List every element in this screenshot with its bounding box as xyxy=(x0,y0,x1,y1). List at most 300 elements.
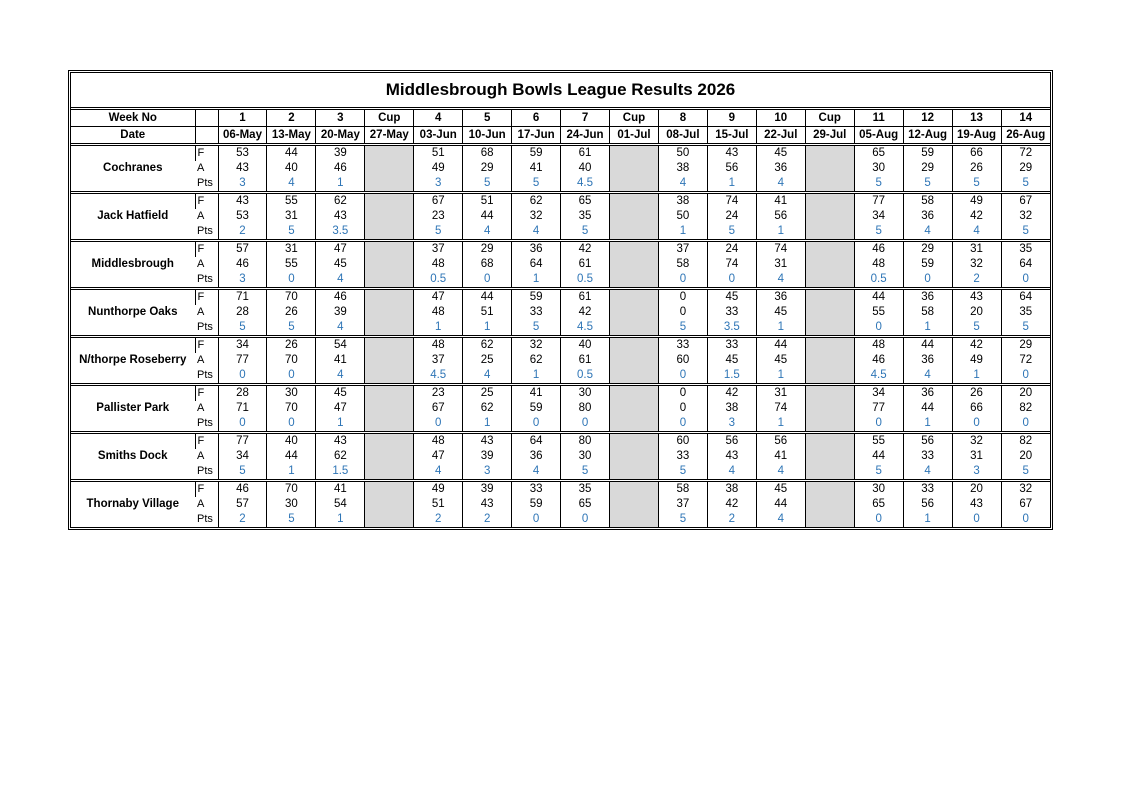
row-label-points: Pts xyxy=(195,416,218,433)
cup-cell xyxy=(805,481,854,498)
points: 5 xyxy=(707,224,756,241)
cup-cell xyxy=(610,289,659,306)
score-against: 61 xyxy=(561,353,610,368)
points: 1 xyxy=(903,512,952,527)
cup-cell xyxy=(805,257,854,272)
cup-cell xyxy=(610,512,659,527)
score-for: 65 xyxy=(561,193,610,210)
week-number: Cup xyxy=(610,110,659,127)
score-against: 67 xyxy=(414,401,463,416)
points: 2 xyxy=(414,512,463,527)
match-date: 20-May xyxy=(316,127,365,145)
score-for: 43 xyxy=(707,145,756,162)
score-against: 38 xyxy=(658,161,707,176)
row-label-against: A xyxy=(197,210,205,222)
points: 0.5 xyxy=(561,368,610,385)
points: 4 xyxy=(267,176,316,193)
week-number: 8 xyxy=(658,110,707,127)
row-label-for: F xyxy=(195,193,218,210)
points: 0 xyxy=(1001,368,1050,385)
points: 5 xyxy=(1001,176,1050,193)
match-date: 12-Aug xyxy=(903,127,952,145)
score-for: 39 xyxy=(463,481,512,498)
cup-cell xyxy=(610,481,659,498)
team-name: Cochranes xyxy=(71,145,195,193)
score-against: 31 xyxy=(952,449,1001,464)
match-date: 03-Jun xyxy=(414,127,463,145)
score-against: 43 xyxy=(952,497,1001,512)
cup-cell xyxy=(805,289,854,306)
score-against: 44 xyxy=(463,209,512,224)
score-for: 50 xyxy=(658,145,707,162)
week-number: Cup xyxy=(365,110,414,127)
score-against: 47 xyxy=(316,401,365,416)
score-against: 59 xyxy=(903,257,952,272)
score-for: 29 xyxy=(463,241,512,258)
score-against: 0 xyxy=(658,305,707,320)
score-against: 38 xyxy=(707,401,756,416)
score-for: 46 xyxy=(316,289,365,306)
points: 3 xyxy=(707,416,756,433)
score-against: 34 xyxy=(218,449,267,464)
score-against: 53 xyxy=(218,209,267,224)
team-row-against xyxy=(71,353,1050,368)
score-for: 45 xyxy=(756,481,805,498)
cup-cell xyxy=(805,497,854,512)
cup-cell xyxy=(805,176,854,193)
row-label-for: F xyxy=(195,433,218,450)
row-label-for: F xyxy=(195,385,218,402)
score-for: 37 xyxy=(658,241,707,258)
points: 0 xyxy=(1001,416,1050,433)
cup-cell xyxy=(805,241,854,258)
score-against: 74 xyxy=(756,401,805,416)
points: 0.5 xyxy=(854,272,903,289)
week-number: Cup xyxy=(805,110,854,127)
points: 5 xyxy=(952,320,1001,337)
points: 1.5 xyxy=(707,368,756,385)
score-against: 41 xyxy=(316,353,365,368)
points: 2 xyxy=(218,512,267,527)
points: 0 xyxy=(512,416,561,433)
score-against: 60 xyxy=(658,353,707,368)
team-name: Pallister Park xyxy=(71,385,195,433)
team-row-against xyxy=(71,161,1050,176)
score-for: 55 xyxy=(854,433,903,450)
row-label-points: Pts xyxy=(195,464,218,481)
score-against: 36 xyxy=(903,353,952,368)
row-label-for: F xyxy=(195,145,218,162)
cup-cell xyxy=(805,368,854,385)
score-for: 35 xyxy=(561,481,610,498)
score-against: 58 xyxy=(903,305,952,320)
score-for: 56 xyxy=(707,433,756,450)
cup-cell xyxy=(805,416,854,433)
cup-cell xyxy=(610,353,659,368)
points: 5 xyxy=(854,464,903,481)
cup-cell xyxy=(365,289,414,306)
score-for: 77 xyxy=(854,193,903,210)
cup-cell xyxy=(805,449,854,464)
points: 0 xyxy=(218,368,267,385)
score-for: 38 xyxy=(658,193,707,210)
team-row-against xyxy=(71,257,1050,272)
score-for: 26 xyxy=(267,337,316,354)
score-for: 28 xyxy=(218,385,267,402)
score-against: 45 xyxy=(756,353,805,368)
score-against: 26 xyxy=(267,305,316,320)
points: 1 xyxy=(512,272,561,289)
score-against: 30 xyxy=(267,497,316,512)
week-number: 5 xyxy=(463,110,512,127)
cup-cell xyxy=(805,320,854,337)
score-for: 48 xyxy=(854,337,903,354)
points: 0 xyxy=(267,416,316,433)
points: 1 xyxy=(463,320,512,337)
points: 5 xyxy=(267,512,316,527)
points: 4.5 xyxy=(854,368,903,385)
score-against: 64 xyxy=(512,257,561,272)
score-against: 40 xyxy=(267,161,316,176)
score-for: 23 xyxy=(414,385,463,402)
cup-cell xyxy=(365,512,414,527)
cup-cell xyxy=(610,224,659,241)
team-row-points xyxy=(71,416,1050,433)
score-for: 68 xyxy=(463,145,512,162)
score-for: 51 xyxy=(463,193,512,210)
cup-cell xyxy=(610,193,659,210)
points: 4 xyxy=(756,464,805,481)
week-number: 14 xyxy=(1001,110,1050,127)
score-for: 20 xyxy=(952,481,1001,498)
cup-cell xyxy=(610,449,659,464)
week-number: 4 xyxy=(414,110,463,127)
points: 4 xyxy=(414,464,463,481)
row-label-for: F xyxy=(195,289,218,306)
points: 5 xyxy=(561,464,610,481)
points: 5 xyxy=(658,320,707,337)
score-for: 71 xyxy=(218,289,267,306)
team-row-for xyxy=(71,193,1050,210)
points: 4 xyxy=(316,320,365,337)
score-for: 58 xyxy=(658,481,707,498)
results-table xyxy=(71,110,1050,527)
score-against: 31 xyxy=(267,209,316,224)
score-for: 65 xyxy=(854,145,903,162)
score-for: 49 xyxy=(952,193,1001,210)
points: 3.5 xyxy=(316,224,365,241)
points: 5 xyxy=(218,320,267,337)
score-for: 67 xyxy=(414,193,463,210)
team-row-against xyxy=(71,209,1050,224)
points: 0 xyxy=(952,512,1001,527)
score-for: 57 xyxy=(218,241,267,258)
points: 1 xyxy=(756,320,805,337)
score-against: 30 xyxy=(854,161,903,176)
row-label-points: Pts xyxy=(195,368,218,385)
score-for: 39 xyxy=(316,145,365,162)
score-for: 54 xyxy=(316,337,365,354)
score-against: 43 xyxy=(463,497,512,512)
score-for: 42 xyxy=(952,337,1001,354)
score-for: 53 xyxy=(218,145,267,162)
score-against: 47 xyxy=(414,449,463,464)
match-date: 08-Jul xyxy=(658,127,707,145)
score-for: 40 xyxy=(267,433,316,450)
points: 0 xyxy=(854,320,903,337)
points: 1 xyxy=(952,368,1001,385)
points: 1 xyxy=(512,368,561,385)
score-against: 51 xyxy=(414,497,463,512)
points: 5 xyxy=(1001,224,1050,241)
cup-cell xyxy=(610,145,659,162)
points: 5 xyxy=(658,464,707,481)
cup-cell xyxy=(610,257,659,272)
score-for: 41 xyxy=(512,385,561,402)
cup-cell xyxy=(365,193,414,210)
score-for: 36 xyxy=(756,289,805,306)
cup-cell xyxy=(610,368,659,385)
row-label-against: A xyxy=(197,354,205,366)
score-against: 54 xyxy=(316,497,365,512)
score-for: 29 xyxy=(1001,337,1050,354)
score-against: 44 xyxy=(854,449,903,464)
week-number: 11 xyxy=(854,110,903,127)
score-for: 32 xyxy=(512,337,561,354)
points: 5 xyxy=(561,224,610,241)
points: 4 xyxy=(512,224,561,241)
score-for: 74 xyxy=(756,241,805,258)
team-row-for xyxy=(71,481,1050,498)
points: 4 xyxy=(756,512,805,527)
team-name: Thornaby Village xyxy=(86,498,179,510)
score-for: 38 xyxy=(707,481,756,498)
cup-cell xyxy=(805,401,854,416)
score-for: 41 xyxy=(316,481,365,498)
score-for: 44 xyxy=(854,289,903,306)
score-for: 37 xyxy=(414,241,463,258)
score-against: 49 xyxy=(952,353,1001,368)
team-name: N/thorpe Roseberry xyxy=(71,337,195,385)
score-against: 43 xyxy=(316,209,365,224)
cup-cell xyxy=(365,224,414,241)
score-for: 30 xyxy=(561,385,610,402)
score-against: 64 xyxy=(1001,257,1050,272)
score-for: 77 xyxy=(218,433,267,450)
row-label-against: A xyxy=(197,498,205,510)
score-for: 66 xyxy=(952,145,1001,162)
score-against: 43 xyxy=(218,161,267,176)
score-against: 56 xyxy=(707,161,756,176)
row-label-for: F xyxy=(195,481,218,498)
team-row-points xyxy=(71,320,1050,337)
score-against: 32 xyxy=(512,209,561,224)
score-against: 55 xyxy=(854,305,903,320)
score-for: 26 xyxy=(952,385,1001,402)
points: 1 xyxy=(316,416,365,433)
score-against: 33 xyxy=(903,449,952,464)
week-number: 1 xyxy=(218,110,267,127)
score-for: 24 xyxy=(707,241,756,258)
score-against: 56 xyxy=(756,209,805,224)
score-against: 77 xyxy=(854,401,903,416)
score-for: 44 xyxy=(463,289,512,306)
score-against: 23 xyxy=(414,209,463,224)
week-number: 12 xyxy=(903,110,952,127)
cup-cell xyxy=(365,209,414,224)
score-against: 39 xyxy=(316,305,365,320)
cup-cell xyxy=(805,464,854,481)
team-row-for xyxy=(71,385,1050,402)
points: 5 xyxy=(267,224,316,241)
points: 1.5 xyxy=(316,464,365,481)
score-against: 0 xyxy=(658,401,707,416)
points: 5 xyxy=(854,176,903,193)
points: 4 xyxy=(316,272,365,289)
cup-cell xyxy=(365,176,414,193)
points: 4 xyxy=(952,224,1001,241)
score-for: 31 xyxy=(952,241,1001,258)
points: 1 xyxy=(756,416,805,433)
score-against: 20 xyxy=(1001,449,1050,464)
score-against: 74 xyxy=(707,257,756,272)
score-against: 46 xyxy=(316,161,365,176)
row-label-against: A xyxy=(197,402,205,414)
points: 5 xyxy=(267,320,316,337)
score-against: 70 xyxy=(267,353,316,368)
score-against: 32 xyxy=(952,257,1001,272)
score-against: 29 xyxy=(903,161,952,176)
points: 2 xyxy=(952,272,1001,289)
score-for: 29 xyxy=(903,241,952,258)
match-date: 10-Jun xyxy=(463,127,512,145)
score-against: 71 xyxy=(218,401,267,416)
points: 2 xyxy=(218,224,267,241)
team-row-against xyxy=(71,449,1050,464)
points: 5 xyxy=(512,320,561,337)
score-for: 82 xyxy=(1001,433,1050,450)
match-date: 01-Jul xyxy=(610,127,659,145)
score-against: 25 xyxy=(463,353,512,368)
points: 0 xyxy=(1001,512,1050,527)
score-against: 67 xyxy=(1001,497,1050,512)
score-against: 65 xyxy=(854,497,903,512)
score-against: 29 xyxy=(1001,161,1050,176)
points: 0 xyxy=(561,416,610,433)
match-date: 24-Jun xyxy=(561,127,610,145)
row-label-for: F xyxy=(195,337,218,354)
score-for: 43 xyxy=(218,193,267,210)
row-label-against: A xyxy=(197,258,205,270)
points: 4 xyxy=(316,368,365,385)
cup-cell xyxy=(610,320,659,337)
points: 5 xyxy=(463,176,512,193)
score-for: 45 xyxy=(316,385,365,402)
cup-cell xyxy=(365,161,414,176)
week-number: 3 xyxy=(316,110,365,127)
cup-cell xyxy=(365,305,414,320)
row-label-points: Pts xyxy=(195,320,218,337)
points: 3 xyxy=(952,464,1001,481)
cup-cell xyxy=(365,385,414,402)
score-for: 36 xyxy=(903,289,952,306)
score-for: 44 xyxy=(756,337,805,354)
row-label-points: Pts xyxy=(195,176,218,193)
points: 1 xyxy=(316,176,365,193)
score-against: 36 xyxy=(903,209,952,224)
cup-cell xyxy=(365,368,414,385)
results-sheet xyxy=(68,70,1053,530)
score-for: 43 xyxy=(952,289,1001,306)
score-against: 42 xyxy=(952,209,1001,224)
team-row-for xyxy=(71,289,1050,306)
score-for: 80 xyxy=(561,433,610,450)
points: 5 xyxy=(854,224,903,241)
match-date: 17-Jun xyxy=(512,127,561,145)
cup-cell xyxy=(365,337,414,354)
score-against: 33 xyxy=(512,305,561,320)
points: 3 xyxy=(414,176,463,193)
points: 1 xyxy=(756,224,805,241)
week-number: 6 xyxy=(512,110,561,127)
score-for: 51 xyxy=(414,145,463,162)
cup-cell xyxy=(365,481,414,498)
score-for: 56 xyxy=(756,433,805,450)
match-date: 13-May xyxy=(267,127,316,145)
score-against: 40 xyxy=(561,161,610,176)
score-for: 34 xyxy=(854,385,903,402)
score-against: 30 xyxy=(561,449,610,464)
score-against: 26 xyxy=(952,161,1001,176)
score-for: 43 xyxy=(463,433,512,450)
score-against: 48 xyxy=(414,305,463,320)
score-for: 47 xyxy=(316,241,365,258)
score-against: 66 xyxy=(952,401,1001,416)
points: 5 xyxy=(414,224,463,241)
score-against: 44 xyxy=(756,497,805,512)
cup-cell xyxy=(365,464,414,481)
cup-cell xyxy=(610,272,659,289)
week-number: 13 xyxy=(952,110,1001,127)
cup-cell xyxy=(805,209,854,224)
score-for: 40 xyxy=(561,337,610,354)
score-for: 33 xyxy=(707,337,756,354)
match-date: 15-Jul xyxy=(707,127,756,145)
cup-cell xyxy=(610,176,659,193)
team-row-points xyxy=(71,224,1050,241)
points: 4 xyxy=(756,272,805,289)
score-against: 37 xyxy=(414,353,463,368)
points: 1 xyxy=(658,224,707,241)
points: 0 xyxy=(854,416,903,433)
score-against: 57 xyxy=(218,497,267,512)
score-against: 48 xyxy=(414,257,463,272)
score-against: 37 xyxy=(658,497,707,512)
team-row-for xyxy=(71,145,1050,162)
score-against: 62 xyxy=(463,401,512,416)
match-date: 26-Aug xyxy=(1001,127,1050,145)
cup-cell xyxy=(805,224,854,241)
match-date: 27-May xyxy=(365,127,414,145)
score-against: 77 xyxy=(218,353,267,368)
points: 4 xyxy=(903,224,952,241)
cup-cell xyxy=(610,433,659,450)
score-for: 56 xyxy=(903,433,952,450)
points: 5 xyxy=(512,176,561,193)
cup-cell xyxy=(365,449,414,464)
team-row-points xyxy=(71,272,1050,289)
score-for: 33 xyxy=(512,481,561,498)
